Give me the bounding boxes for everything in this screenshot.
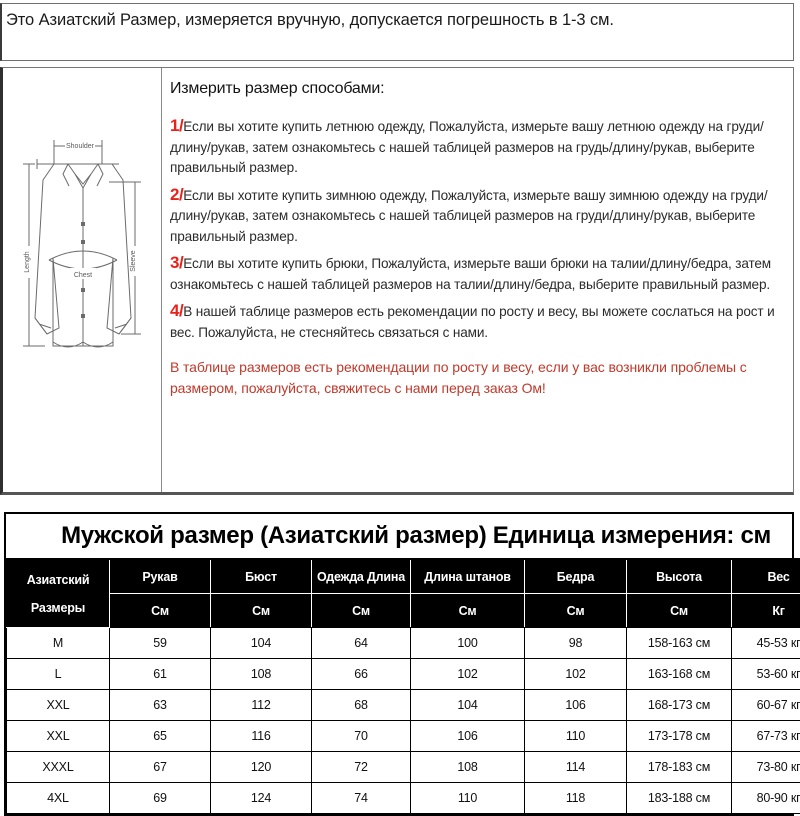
instruction-number-3: 3/ (170, 253, 183, 272)
cell-weight: 60-67 кг (732, 690, 800, 721)
shirt-diagram-cell (3, 68, 162, 492)
instruction-item-2 (170, 185, 785, 248)
table-header-row (7, 559, 800, 594)
cell-clothing-length: 68 (312, 690, 411, 721)
column-header-hips: Бедра (525, 559, 627, 594)
cell-sleeve: 69 (110, 783, 211, 814)
column-header-bust: Бюст (211, 559, 312, 594)
cell-pants-length: 110 (411, 783, 525, 814)
cell-height: 183-188 см (627, 783, 732, 814)
cell-hips: 114 (525, 752, 627, 783)
column-header-clothing-length: Одежда Длина (312, 559, 411, 594)
cell-hips: 118 (525, 783, 627, 814)
instruction-number-1: 1/ (170, 116, 183, 135)
table-row (7, 783, 800, 814)
unit-bust: См (211, 594, 312, 628)
cell-hips: 98 (525, 628, 627, 659)
shirt-measurement-diagram (13, 128, 153, 388)
cell-size: L (7, 659, 110, 690)
cell-clothing-length: 72 (312, 752, 411, 783)
cell-height: 163-168 см (627, 659, 732, 690)
cell-bust: 120 (211, 752, 312, 783)
instruction-item-1 (170, 116, 785, 179)
cell-size: XXXL (7, 752, 110, 783)
cell-clothing-length: 74 (312, 783, 411, 814)
column-header-sleeve: Рукав (110, 559, 211, 594)
instruction-number-2: 2/ (170, 185, 183, 204)
cell-sleeve: 65 (110, 721, 211, 752)
size-table (6, 514, 800, 814)
instruction-text-1: Если вы хотите купить летнюю одежду, Пожалуйста, измерьте вашу летнюю одежду на груди/длину/рукав, затем ознакомьтесь с нашей таблицей размеров на грудь/длину/рукав, выберите правильный размер. (170, 119, 764, 175)
banner-text: Это Азиатский Размер, измеряется вручную, допускается погрешность в 1-3 см. (6, 8, 787, 33)
asian-size-banner (0, 3, 794, 61)
column-header-weight: Вес (732, 559, 800, 594)
instruction-item-3 (170, 253, 785, 295)
table-row (7, 690, 800, 721)
cell-weight: 80-90 кг (732, 783, 800, 814)
cell-weight: 45-53 кг (732, 628, 800, 659)
cell-pants-length: 106 (411, 721, 525, 752)
size-table-title: Мужской размер (Азиатский размер) Единица измерения: см (7, 514, 800, 559)
diagram-label-length: Length (24, 251, 31, 273)
cell-sleeve: 67 (110, 752, 211, 783)
corner-label-line1: Азиатский (8, 573, 108, 587)
unit-weight: Кг (732, 594, 800, 628)
cell-size: XXL (7, 721, 110, 752)
cell-bust: 112 (211, 690, 312, 721)
cell-height: 168-173 см (627, 690, 732, 721)
cell-size: XXL (7, 690, 110, 721)
unit-height: См (627, 594, 732, 628)
unit-hips: См (525, 594, 627, 628)
cell-weight: 67-73 кг (732, 721, 800, 752)
unit-clothing-length: См (312, 594, 411, 628)
cell-bust: 116 (211, 721, 312, 752)
table-row (7, 752, 800, 783)
cell-pants-length: 108 (411, 752, 525, 783)
cell-clothing-length: 66 (312, 659, 411, 690)
cell-bust: 124 (211, 783, 312, 814)
cell-pants-length: 102 (411, 659, 525, 690)
instructions-cell (162, 68, 793, 492)
unit-pants-length: См (411, 594, 525, 628)
cell-pants-length: 104 (411, 690, 525, 721)
instruction-item-4 (170, 301, 785, 343)
cell-size: 4XL (7, 783, 110, 814)
table-row (7, 628, 800, 659)
unit-sleeve: См (110, 594, 211, 628)
cell-height: 173-178 см (627, 721, 732, 752)
column-header-pants-length: Длина штанов (411, 559, 525, 594)
cell-hips: 106 (525, 690, 627, 721)
instruction-text-4: В нашей таблице размеров есть рекомендации по росту и весу, вы можете сослаться на рост и вес. Пожалуйста, не стесняйтесь связаться с нами. (170, 304, 775, 340)
table-units-row (7, 594, 800, 628)
instruction-number-4: 4/ (170, 301, 183, 320)
cell-size: M (7, 628, 110, 659)
cell-pants-length: 100 (411, 628, 525, 659)
table-corner-header (7, 559, 110, 628)
cell-sleeve: 59 (110, 628, 211, 659)
diagram-label-chest: Chest (74, 272, 92, 279)
size-table-container (4, 512, 794, 816)
corner-label-line2: Размеры (8, 601, 108, 615)
diagram-label-shoulder: Shoulder (66, 143, 95, 150)
cell-height: 158-163 см (627, 628, 732, 659)
cell-sleeve: 61 (110, 659, 211, 690)
diagram-label-sleeve: Sleeve (130, 250, 137, 272)
size-recommendation-note: В таблице размеров есть рекомендации по росту и весу, если у вас возникли проблемы с размером, пожалуйста, свяжитесь с нами перед заказ Ом! (170, 357, 785, 399)
cell-bust: 108 (211, 659, 312, 690)
instruction-text-3: Если вы хотите купить брюки, Пожалуйста, измерьте ваши брюки на талии/длину/бедра, затем ознакомьтесь с нашей таблицей размеров на талии/длину/бедра, выберите правильный размер. (170, 256, 771, 292)
cell-weight: 73-80 кг (732, 752, 800, 783)
table-title-row (7, 514, 800, 559)
cell-clothing-length: 64 (312, 628, 411, 659)
column-header-height: Высота (627, 559, 732, 594)
instructions-title: Измерить размер способами: (170, 80, 785, 98)
cell-height: 178-183 см (627, 752, 732, 783)
cell-bust: 104 (211, 628, 312, 659)
instruction-text-2: Если вы хотите купить зимнюю одежду, Пожалуйста, измерьте вашу зимнюю одежду на груди/длину/рукав, затем ознакомьтесь с нашей таблицей размеров на груди/длину/рукав, выберите правильный размер. (170, 188, 767, 244)
table-row (7, 721, 800, 752)
cell-hips: 110 (525, 721, 627, 752)
cell-sleeve: 63 (110, 690, 211, 721)
measurement-info-panel (0, 67, 794, 495)
cell-weight: 53-60 кг (732, 659, 800, 690)
table-row (7, 659, 800, 690)
cell-hips: 102 (525, 659, 627, 690)
cell-clothing-length: 70 (312, 721, 411, 752)
